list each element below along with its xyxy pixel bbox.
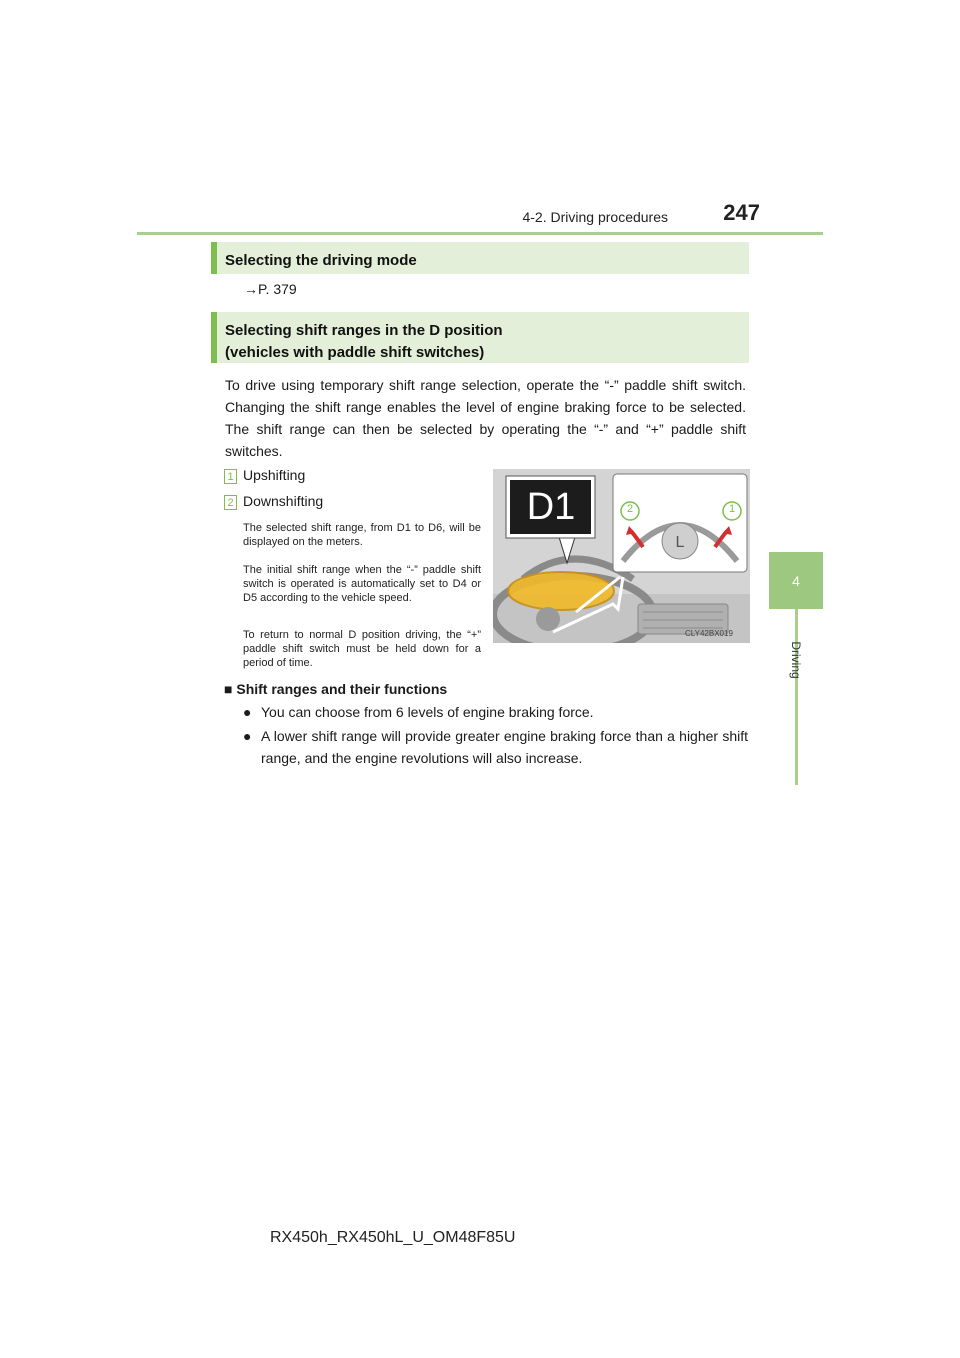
item-number-2: 2 — [224, 495, 237, 510]
round-bullet-icon: ● — [243, 704, 252, 720]
intro-paragraph: To drive using temporary shift range selection, operate the “-” paddle shift switch. Changing the shift range enables the level of engine braking force to be selected. The shift range can then be selected by operating the “-” and “+” paddle shift switches. — [225, 377, 746, 459]
note-display: The selected shift range, from D1 to D6, will be displayed on the meters. — [243, 522, 481, 548]
page-reference-link[interactable]: →P. 379 — [244, 281, 297, 297]
bullet-text: You can choose from 6 levels of engine braking force. — [261, 704, 594, 720]
square-bullet-icon: ■ — [224, 681, 233, 697]
note-initial-range: The initial shift range when the “-” paddle shift switch is operated is automatically set to D4 or D5 according to the vehicle speed. — [243, 564, 481, 604]
meter-shift-range-display: D1 — [526, 485, 576, 528]
item-label-downshifting: Downshifting — [243, 493, 324, 509]
page-number: 247 — [723, 200, 760, 225]
subsection-title: Shift ranges and their functions — [236, 681, 448, 697]
section-title-line2: (vehicles with paddle shift switches) — [225, 344, 485, 361]
bullet-text: A lower shift range will provide greater engine braking force than a higher shift range, and the engine revolutions will also increase. — [261, 728, 748, 766]
figure-callout-1: 1 — [728, 503, 736, 515]
section-title-line1: Selecting shift ranges in the D position — [225, 322, 503, 339]
note-return-normal: To return to normal D position driving, the “+” paddle shift switch must be held down for a period of time. — [243, 629, 481, 669]
bullet-item — [243, 725, 748, 769]
running-header-section: 4-2. Driving procedures — [522, 209, 668, 225]
dashboard-illustration — [493, 469, 750, 643]
header-rule — [137, 232, 823, 235]
item-label-upshifting: Upshifting — [243, 467, 306, 483]
figure-callout-2: 2 — [626, 503, 634, 515]
svg-text:L: L — [675, 534, 685, 551]
document-code-footer: RX450h_RX450hL_U_OM48F85U — [270, 1229, 516, 1246]
section-heading-shift-ranges — [211, 312, 749, 363]
item-number-1: 1 — [224, 469, 237, 484]
section-title: Selecting the driving mode — [225, 252, 417, 269]
subsection-heading-functions — [224, 681, 447, 697]
chapter-label: Driving — [789, 641, 803, 679]
section-heading-driving-mode — [211, 242, 749, 274]
figure-code: CLY42BX019 — [685, 629, 733, 638]
chapter-tab: 4 — [769, 552, 823, 609]
bullet-item — [243, 701, 748, 723]
round-bullet-icon: ● — [243, 728, 252, 744]
